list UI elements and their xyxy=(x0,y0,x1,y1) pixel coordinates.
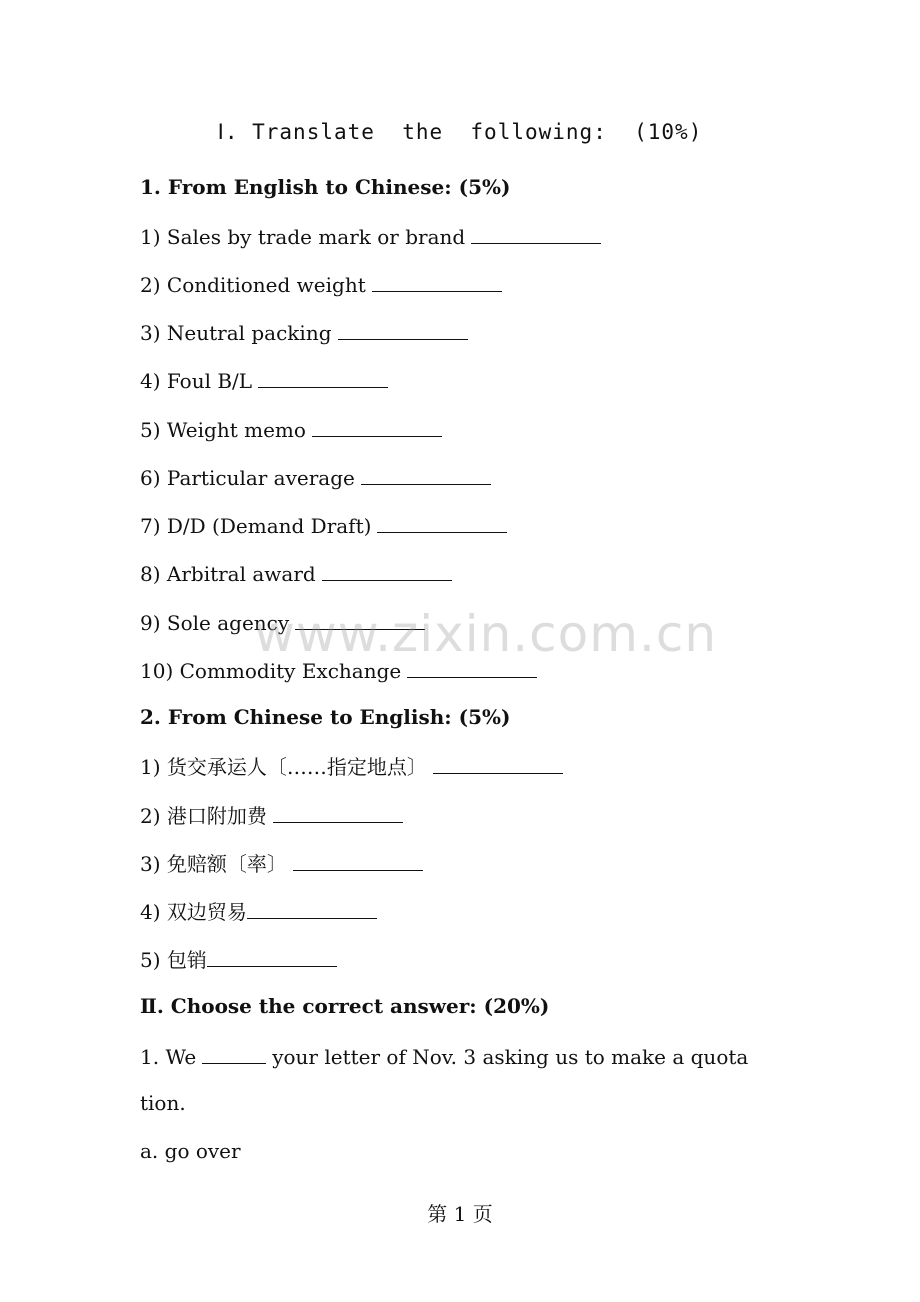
answer-blank xyxy=(247,898,377,919)
question-1-continuation: tion. xyxy=(140,1091,186,1115)
exercise-item xyxy=(140,464,491,490)
answer-blank xyxy=(273,802,403,823)
exercise-item xyxy=(140,367,388,393)
item-text: 9) Sole agency xyxy=(140,611,290,635)
question-text-start: 1. We xyxy=(140,1045,197,1069)
exercise-item xyxy=(140,898,377,924)
subsection-heading-chinese-to-english: 2. From Chinese to English: (5%) xyxy=(140,705,511,729)
exercise-item xyxy=(140,657,537,683)
answer-blank xyxy=(372,271,502,292)
item-text: 7) D/D (Demand Draft) xyxy=(140,514,372,538)
exercise-item xyxy=(140,223,601,249)
answer-blank xyxy=(207,946,337,967)
item-text: 6) Particular average xyxy=(140,466,355,490)
exercise-item xyxy=(140,560,452,586)
exercise-item xyxy=(140,512,507,538)
exercise-item xyxy=(140,850,423,876)
exercise-item xyxy=(140,271,502,297)
answer-blank xyxy=(471,223,601,244)
question-1 xyxy=(140,1043,748,1069)
answer-blank xyxy=(312,416,442,437)
item-text: 2) Conditioned weight xyxy=(140,273,366,297)
section-title: Ⅰ. Translate the following: (10%) xyxy=(217,120,703,144)
answer-blank xyxy=(322,560,452,581)
subsection-heading-english-to-chinese: 1. From English to Chinese: (5%) xyxy=(140,175,511,199)
question-text-end: your letter of Nov. 3 asking us to make a quota xyxy=(272,1045,749,1069)
exercise-item xyxy=(140,319,468,345)
answer-blank xyxy=(202,1043,266,1064)
answer-blank xyxy=(361,464,491,485)
answer-blank xyxy=(433,753,563,774)
item-text: 1) 货交承运人〔……指定地点〕 xyxy=(140,755,427,779)
item-text: 4) Foul B/L xyxy=(140,369,253,393)
answer-blank xyxy=(258,367,388,388)
exercise-item xyxy=(140,416,442,442)
answer-blank xyxy=(377,512,507,533)
answer-blank xyxy=(338,319,468,340)
item-text: 2) 港口附加费 xyxy=(140,804,267,828)
answer-blank xyxy=(407,657,537,678)
item-text: 5) 包销 xyxy=(140,948,207,972)
answer-blank xyxy=(293,850,423,871)
answer-blank xyxy=(295,609,425,630)
item-text: 10) Commodity Exchange xyxy=(140,659,402,683)
item-text: 8) Arbitral award xyxy=(140,562,316,586)
page-number: 第 1 页 xyxy=(427,1202,493,1226)
exercise-item xyxy=(140,946,337,972)
exercise-item xyxy=(140,802,403,828)
item-text: 1) Sales by trade mark or brand xyxy=(140,225,466,249)
option-a: a. go over xyxy=(140,1139,241,1163)
exercise-item xyxy=(140,609,425,635)
item-text: 4) 双边贸易 xyxy=(140,900,247,924)
item-text: 3) Neutral packing xyxy=(140,321,332,345)
exercise-item xyxy=(140,753,563,779)
item-text: 5) Weight memo xyxy=(140,418,306,442)
watermark: www.zixin.com.cn xyxy=(254,605,718,663)
part-two-heading: Ⅱ. Choose the correct answer: (20%) xyxy=(140,994,550,1018)
item-text: 3) 免赔额〔率〕 xyxy=(140,852,287,876)
